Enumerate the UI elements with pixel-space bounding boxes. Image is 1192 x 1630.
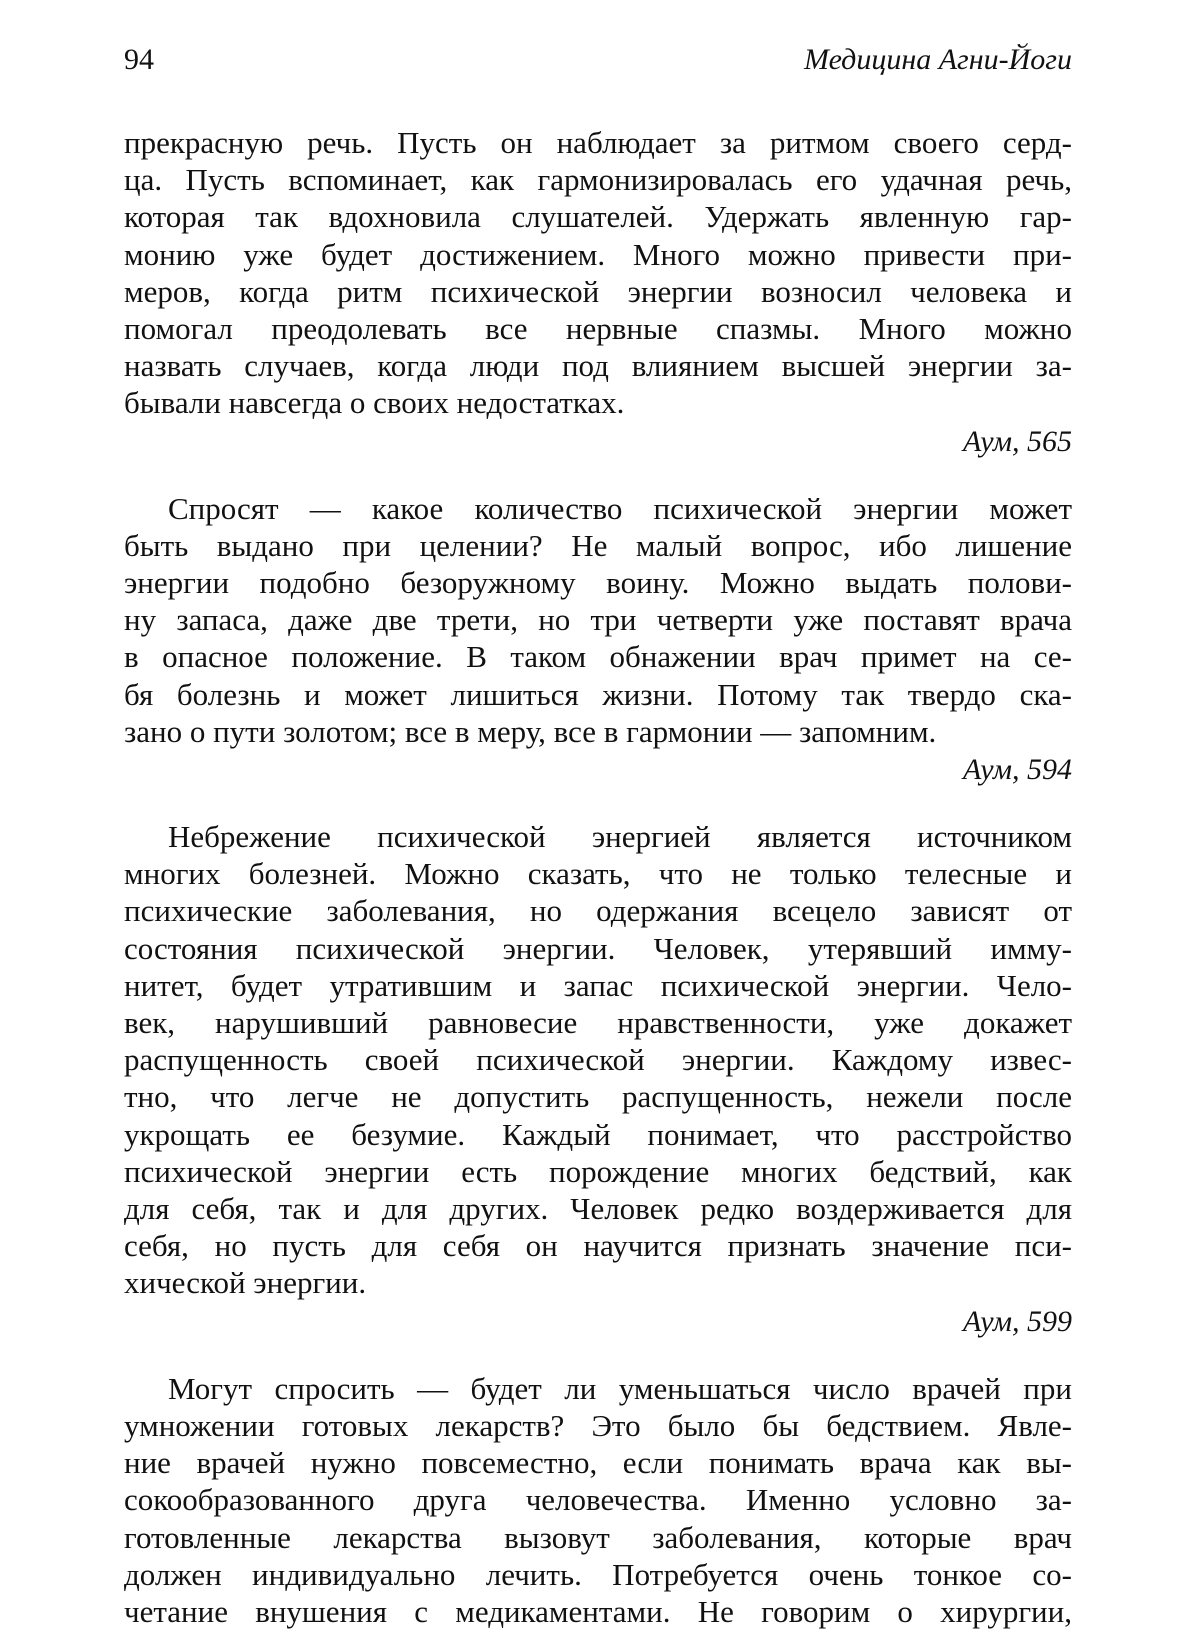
text-line: назвать случаев, когда люди под влиянием высшей энергии за- [124,348,1072,384]
text-line: состояния психической энергии. Человек, утерявший имму- [124,930,1072,966]
running-head [124,42,1072,82]
text-line: сокообразованного друга человечества. Именно условно за- [124,1482,1072,1518]
text-line: ну запаса, даже две трети, но три четверти уже поставят врача [124,602,1072,638]
text-line: психические заболевания, но одержания всецело зависят от [124,893,1072,929]
text-line: прекрасную речь. Пусть он наблюдает за ритмом своего серд- [124,125,1072,160]
paragraph-1 [124,124,1072,422]
paragraph-2 [124,490,1072,750]
source-reference: Аум, 565 [962,424,1072,458]
text-line: четание внушения с медикаментами. Не говорим о хирургии, [124,1593,1072,1629]
text-line: тно, что легче не допустить распущенность, нежели после [124,1079,1072,1115]
text-line: многих болезней. Можно сказать, что не только телесные и [124,856,1072,892]
text-line: меров, когда ритм психической энергии возносил человека и [124,273,1072,309]
book-title: Медицина Агни-Йоги [804,43,1072,76]
paragraph-4 [124,1370,1072,1630]
text-line: укрощать ее безумие. Каждый понимает, что расстройство [124,1116,1072,1152]
text-line: быть выдано при целении? Не малый вопрос, ибо лишение [124,527,1072,563]
page-number: 94 [124,43,154,76]
text-line: нитет, будет утратившим и запас психической энергии. Чело- [124,967,1072,1003]
text-line: которая так вдохновила слушателей. Удержать явленную гар- [124,199,1072,235]
text-line: век, нарушивший равновесие нравственности, уже докажет [124,1005,1072,1041]
text-line: хической энергии. [124,1265,367,1301]
paragraph-spacer [124,460,1072,490]
text-line: в опасное положение. В таком обнажении врач примет на се- [124,639,1072,675]
paragraph-spacer [124,1340,1072,1370]
source-reference: Аум, 599 [962,1304,1072,1338]
text-line: энергии подобно безоружному воину. Можно выдать полови- [124,565,1072,601]
paragraph-3 [124,818,1072,1302]
text-line: должен индивидуально лечить. Потребуется очень тонкое со- [124,1556,1072,1592]
text-line: для себя, так и для других. Человек редко воздерживается для [124,1191,1072,1227]
text-line: ца. Пусть вспоминает, как гармонизировалась его удачная речь, [124,162,1072,198]
text-line: Спросят — какое количество психической энергии может [168,490,1072,526]
text-line: зано о пути золотом; все в меру, все в гармонии — запомним. [124,713,937,749]
body-text [124,124,1072,1629]
text-line: бя болезнь и может лишиться жизни. Потому так твердо ска- [124,676,1072,712]
text-line: умножении готовых лекарств? Это было бы бедствием. Явле- [124,1407,1072,1443]
text-line: психической энергии есть порождение многих бедствий, как [124,1153,1072,1189]
text-line: себя, но пусть для себя он научится признать значение пси- [124,1228,1072,1264]
text-line: помогал преодолевать все нервные спазмы. Много можно [124,311,1072,347]
text-line: бывали навсегда о своих недостатках. [124,385,625,421]
text-line: готовленные лекарства вызовут заболевания, которые врач [124,1519,1072,1555]
text-line: ние врачей нужно повсеместно, если понимать врача как вы- [124,1445,1072,1481]
source-reference: Аум, 594 [962,753,1072,787]
text-line: Могут спросить — будет ли уменьшаться число врачей при [168,1370,1072,1406]
paragraph-spacer [124,788,1072,818]
text-line: монию уже будет достижением. Много можно привести при- [124,236,1072,272]
text-line: распущенность своей психической энергии. Каждому извес- [124,1042,1072,1078]
text-line: Небрежение психической энергией является источником [168,819,1072,855]
